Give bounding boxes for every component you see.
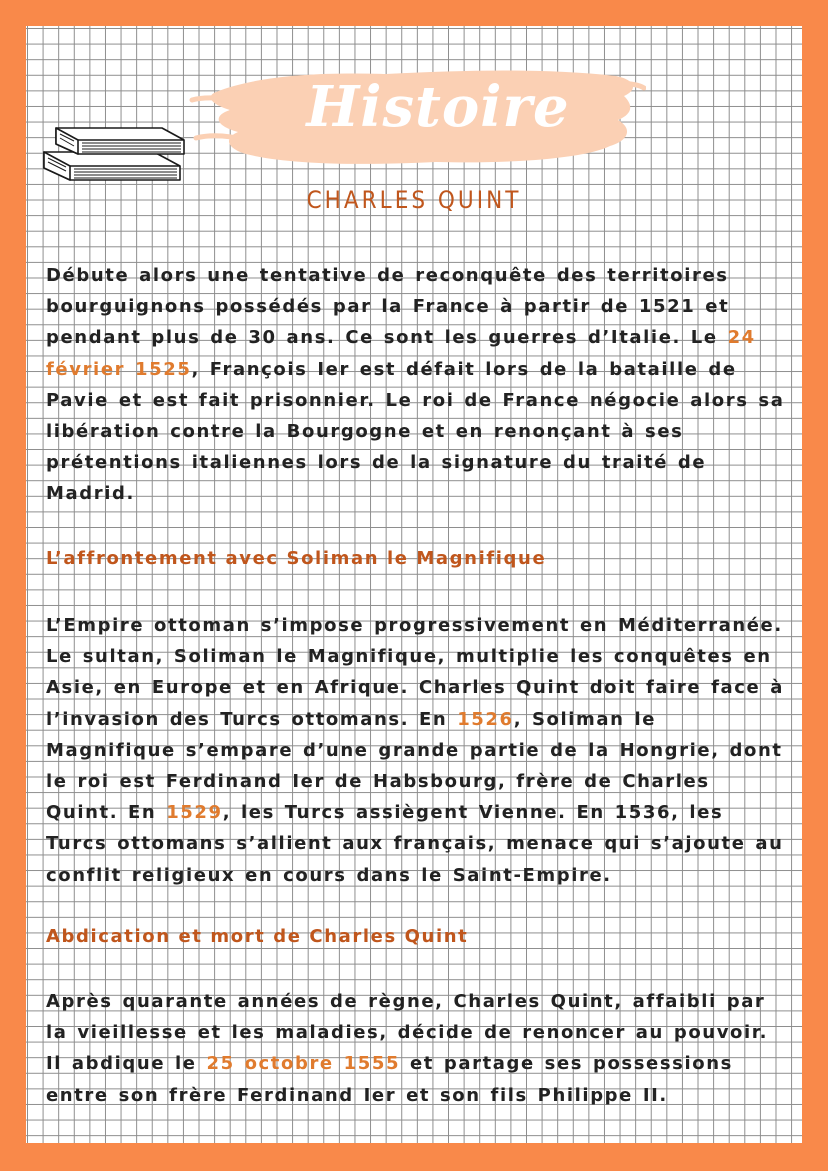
- section-heading-soliman: L’affrontement avec Soliman le Magnifique: [46, 548, 547, 569]
- date-highlight: 24 février 1525: [46, 327, 756, 380]
- paragraph-reconquest: Débute alors une tentative de reconquête des territoires bourguignons possédés par la France à partir de 1521 et pendant plus de 30 ans. Ce sont les guerres d’Italie. Le 24 février 1525, François Ier est défait lors de la bataille de Pavie et est fait prisonnier. Le roi de France négocie alors sa libération contre la Bourgogne et en renonçant à ses prétentions italiennes lors de la signature du traité de Madrid.: [46, 265, 785, 505]
- section-heading-abdication: Abdication et mort de Charles Quint: [46, 926, 469, 947]
- date-highlight: 25 octobre 1555: [206, 1053, 401, 1075]
- books-icon: [34, 106, 186, 186]
- paragraph-soliman: L’Empire ottoman s’impose progressivement en Méditerranée. Le sultan, Soliman le Magnifique, multiplie les conquêtes en Asie, en Europe et en Afrique. Charles Quint doit faire face à l’invasion des Turcs ottomans. En 1526, Soliman le Magnifique s’empare d’une grande partie de la Hongrie, dont le roi est Ferdinand Ier de Habsbourg, frère de Charles Quint. En 1529, les Turcs assiègent Vienne. En 1536, les Turcs ottomans s’allient aux français, menace qui s’ajoute au conflit religieux en cours dans le Saint-Empire.: [46, 615, 784, 886]
- page-subtitle: CHARLES QUINT: [306, 186, 522, 214]
- date-highlight: 1529: [166, 802, 223, 824]
- paragraph-abdication: Après quarante années de règne, Charles Quint, affaibli par la vieillesse et les maladies, décide de renoncer au pouvoir. Il abdique le 25 octobre 1555 et partage ses possessions entre son frère Ferdinand Ier et son fils Philippe II.: [46, 991, 769, 1106]
- grid-paper-page: [26, 26, 802, 1143]
- script-title: Histoire: [306, 74, 570, 140]
- date-highlight: 1526: [457, 708, 514, 730]
